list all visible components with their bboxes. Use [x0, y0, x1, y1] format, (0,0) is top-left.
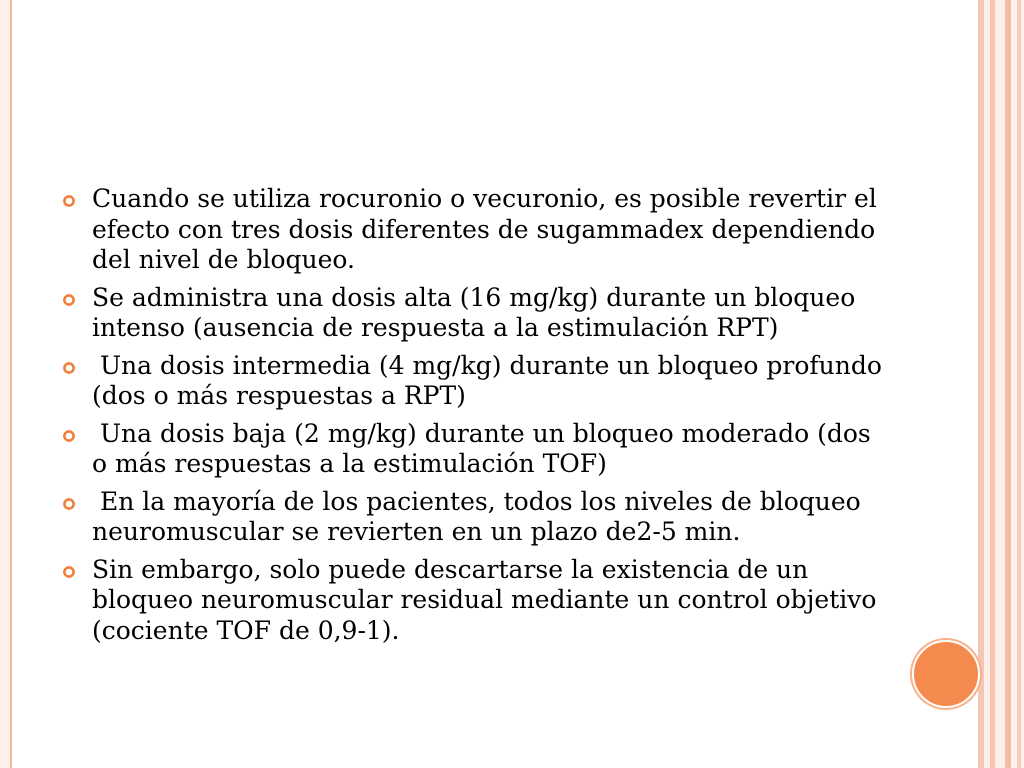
ring-bullet-icon	[62, 194, 76, 208]
bullet-text: Cuando se utiliza rocuronio o vecuronio, es posible revertir el efecto con tres dosis diferentes de sugammadex dependiendo del nivel de bloqueo.	[92, 184, 877, 274]
ring-bullet-icon	[62, 361, 76, 375]
ring-bullet-icon	[62, 565, 76, 579]
bullet-text: Se administra una dosis alta (16 mg/kg) durante un bloqueo intenso (ausencia de respuesta a la estimulación RPT)	[92, 282, 856, 342]
bullet-text: Sin embargo, solo puede descartarse la existencia de un bloqueo neuromuscular residual mediante un control objetivo (cociente TOF de 0,9-1).	[92, 554, 877, 645]
ring-bullet-icon	[62, 293, 76, 307]
bullet-item	[62, 555, 892, 647]
orange-circle-decoration	[912, 640, 980, 708]
bullet-item	[62, 419, 892, 480]
bullet-text: En la mayoría de los pacientes, todos los niveles de bloqueo neuromuscular se revierten en un plazo de2-5 min.	[92, 486, 869, 546]
right-border-stripe	[995, 0, 1005, 768]
bullet-item	[62, 487, 892, 548]
bullet-text: Una dosis baja (2 mg/kg) durante un bloqueo moderado (dos o más respuestas a la estimulación TOF)	[92, 418, 879, 478]
ring-bullet-icon	[62, 429, 76, 443]
ring-bullet-icon	[62, 497, 76, 511]
bullet-text: Una dosis intermedia (4 mg/kg) durante un bloqueo profundo (dos o más respuestas a RPT)	[92, 350, 890, 410]
bullet-list	[62, 184, 892, 646]
bullet-item	[62, 184, 892, 276]
bullet-item	[62, 351, 892, 412]
bullet-item	[62, 283, 892, 344]
right-border-stripe	[1017, 0, 1021, 768]
left-border-decoration	[0, 0, 12, 768]
slide-body	[62, 184, 892, 653]
